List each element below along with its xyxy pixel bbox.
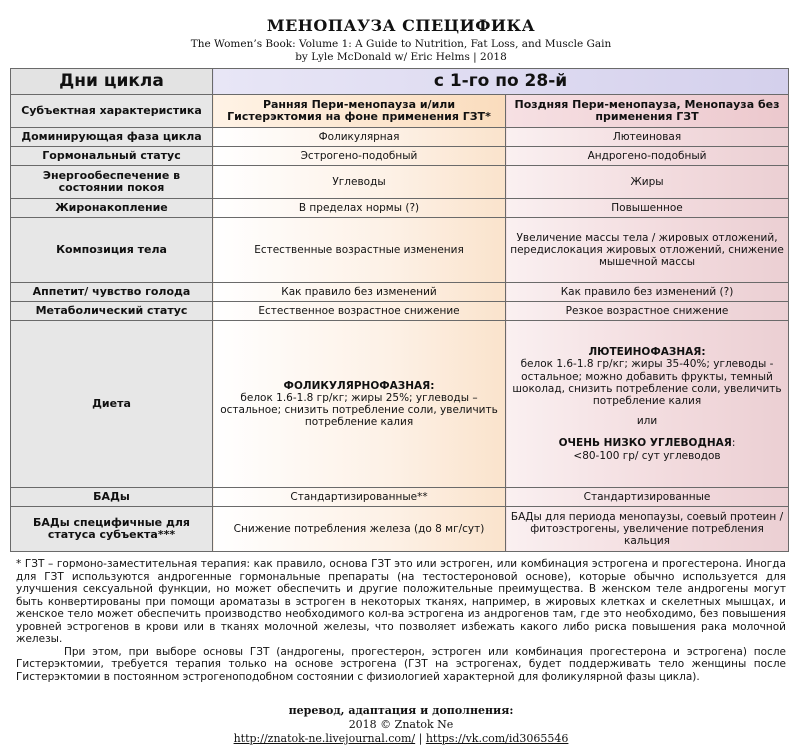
table-row bbox=[11, 166, 789, 199]
diet-b-text: белок 1.6-1.8 гр/кг; жиры 35-40%; углеводы - остальное; можно добавить фрукты, темный шоколад, снизить потребление соли, увеличить потребление калия bbox=[512, 358, 782, 407]
document-title: МЕНОПАУЗА СПЕЦИФИКА bbox=[266, 16, 536, 35]
table-row bbox=[11, 147, 789, 166]
cell-a: Естественные возрастные изменения bbox=[213, 218, 506, 283]
table-row bbox=[11, 507, 789, 552]
cell-a: Естественное возрастное снижение bbox=[213, 302, 506, 321]
cell-a: Эстрогено-подобный bbox=[213, 147, 506, 166]
table-row bbox=[11, 95, 789, 128]
cell-b: Лютеиновая bbox=[506, 128, 789, 147]
row-label: Доминирующая фаза цикла bbox=[11, 128, 213, 147]
diet-b-title2: ОЧЕНЬ НИЗКО УГЛЕВОДНАЯ bbox=[558, 437, 732, 450]
cell-b: Повышенное bbox=[506, 199, 789, 218]
cycle-days-value: с 1-го по 28-й bbox=[213, 69, 789, 95]
table-row bbox=[11, 488, 789, 507]
table-row bbox=[11, 69, 789, 95]
diet-a-text: белок 1.6-1.8 гр/кг; жиры 25%; углеводы – остальное; снизить потребление соли, увеличить потребление калия bbox=[220, 391, 498, 429]
column-b-header: Поздняя Пери-менопауза, Менопауза без применения ГЗТ bbox=[506, 95, 789, 128]
row-label: Гормональный статус bbox=[11, 147, 213, 166]
cell-a: Стандартизированные** bbox=[213, 488, 506, 507]
diet-b-or: или bbox=[636, 415, 658, 428]
row-label: Аппетит/ чувство голода bbox=[11, 283, 213, 302]
cell-a: Углеводы bbox=[213, 166, 506, 199]
table-row bbox=[11, 283, 789, 302]
cell-b: Андрогено-подобный bbox=[506, 147, 789, 166]
table-row bbox=[11, 218, 789, 283]
diet-a-title: ФОЛИКУЛЯРНОФАЗНАЯ: bbox=[283, 379, 435, 392]
credits-title: перевод, адаптация и дополнения: bbox=[288, 704, 514, 717]
source-book: The Women’s Book: Volume 1: A Guide to Nutrition, Fat Loss, and Muscle Gain bbox=[190, 38, 612, 50]
source-authors: by Lyle McDonald w/ Eric Helms | 2018 bbox=[295, 51, 507, 63]
row-label: Метаболический статус bbox=[11, 302, 213, 321]
row-label: Жиронакопление bbox=[11, 199, 213, 218]
credits-copyright: 2018 © Znatok Ne bbox=[348, 718, 454, 731]
footnote-paragraph-2: При этом, при выборе основы ГЗТ (андрогены, прогестерон, эстроген или комбинация прогестерона и эстрогена) после Гистерэктомии, требуется терапия только на основе эстрогена (ГЗТ на эстрогенах, будет поддерживать тело женщины после Гистерэктомии в постоянном эстрогеноподобном состоянии с физиологией характерной для фоликулярной фазы цикла). bbox=[16, 645, 786, 683]
cell-a: В пределах нормы (?) bbox=[213, 199, 506, 218]
diet-b-title: ЛЮТЕИНОФАЗНАЯ: bbox=[588, 346, 706, 359]
cell-b: Жиры bbox=[506, 166, 789, 199]
table-row bbox=[11, 128, 789, 147]
cell-b: Стандартизированные bbox=[506, 488, 789, 507]
livejournal-link[interactable]: http://znatok-ne.livejournal.com/ bbox=[233, 732, 416, 745]
cell-b: БАДы для периода менопаузы, соевый протеин / фитоэстрогены, увеличение потребления кальция bbox=[506, 507, 789, 552]
table-row bbox=[11, 199, 789, 218]
row-label: БАДы специфичные для статуса субъекта*** bbox=[11, 507, 213, 552]
cell-b bbox=[506, 321, 789, 488]
footnote-paragraph-1: * ГЗТ – гормоно-заместительная терапия: как правило, основа ГЗТ это или эстроген, или комбинация эстрогена и прогестерона. Иногда для ГЗТ используются андрогенные гормональные препараты (на тестостероновой основе), которые обычно используется для улучшения сексуальной функции, но может обеспечить и другие положительные преимущества. В женском теле андрогены могут быть конвертированы при помощи ароматазы в эстроген в некоторых тканях, например, в жировых клетках и скелетных мышцах, и женское тело может обеспечить производство необходимого кол-ва эстрогена из андрогенов там, где это необходимо, без повышения уровней эстрогенов в крови или в тканях молочной железы, что позволяет избежать какого либо риска повышения рака молочной железы. bbox=[16, 558, 786, 645]
cell-a: Снижение потребления железа (до 8 мг/сут) bbox=[213, 507, 506, 552]
credits-links bbox=[0, 732, 802, 745]
vk-link[interactable]: https://vk.com/id3065546 bbox=[425, 732, 569, 745]
diet-b-text2: <80-100 гр/ сут углеводов bbox=[573, 449, 721, 462]
column-a-header: Ранняя Пери-менопауза и/или Гистерэктомия на фоне применения ГЗТ* bbox=[213, 95, 506, 128]
cell-a: Как правило без изменений bbox=[213, 283, 506, 302]
cell-b: Увеличение массы тела / жировых отложений, передислокация жировых отложений, снижение мышечной массы bbox=[506, 218, 789, 283]
menopause-table bbox=[10, 68, 789, 552]
subject-header: Субъектная характеристика bbox=[11, 95, 213, 128]
table-row bbox=[11, 302, 789, 321]
cycle-days-label: Дни цикла bbox=[11, 69, 213, 95]
link-separator: | bbox=[415, 732, 426, 745]
row-label: БАДы bbox=[11, 488, 213, 507]
row-label: Диета bbox=[11, 321, 213, 488]
row-label: Энергообеспечение в состоянии покоя bbox=[11, 166, 213, 199]
diet-b-colon: : bbox=[731, 437, 736, 450]
table-row bbox=[11, 321, 789, 488]
cell-a: Фоликулярная bbox=[213, 128, 506, 147]
cell-b: Резкое возрастное снижение bbox=[506, 302, 789, 321]
row-label: Композиция тела bbox=[11, 218, 213, 283]
cell-a bbox=[213, 321, 506, 488]
diet-b-title2-wrap bbox=[510, 437, 784, 449]
cell-b: Как правило без изменений (?) bbox=[506, 283, 789, 302]
footnote bbox=[16, 558, 786, 683]
